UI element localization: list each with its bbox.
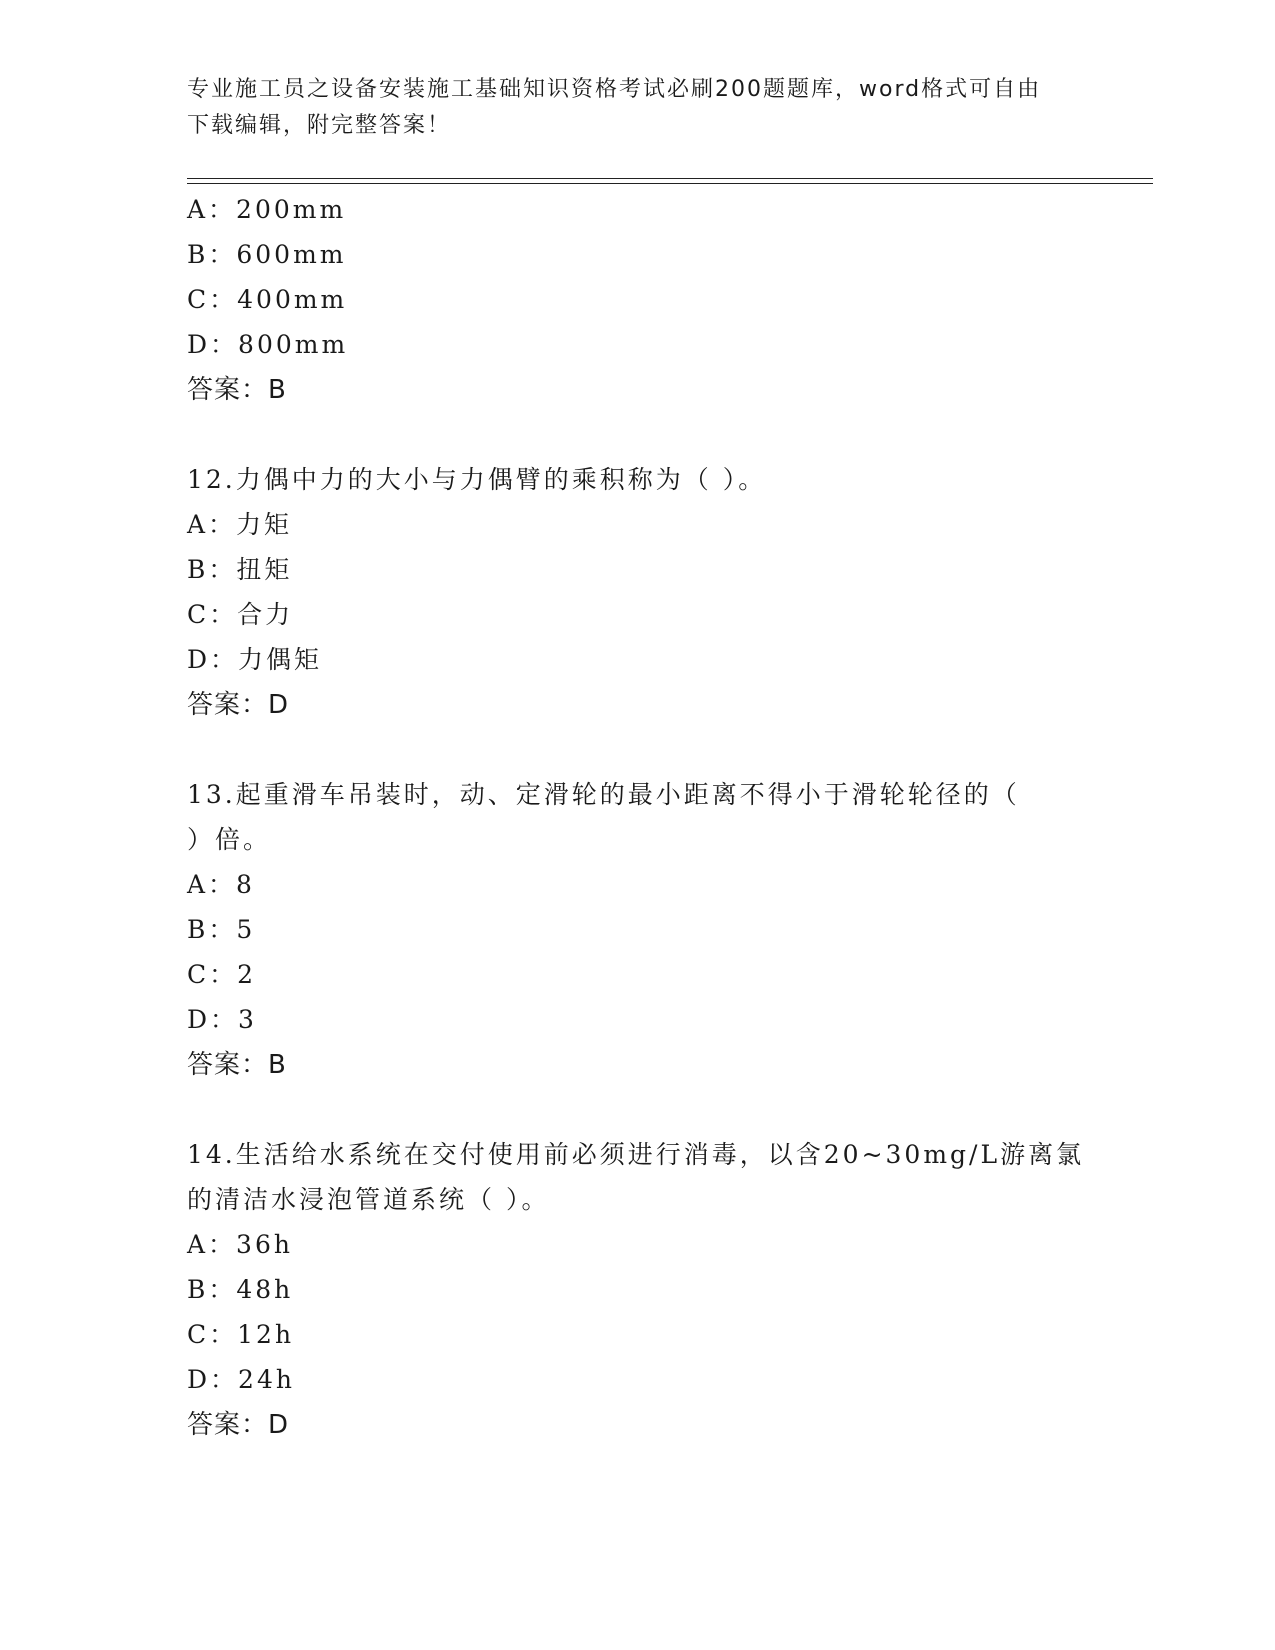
q14-question-line-2: 的清洁水浸泡管道系统（ ）。 — [187, 1185, 550, 1214]
q11-option-b: B：600mm — [187, 240, 347, 269]
q14-question-line-1: 14.生活给水系统在交付使用前必须进行消毒，以含20~30mg/L游离氯 — [187, 1140, 1085, 1169]
q13-option-c: C：2 — [187, 960, 257, 989]
q13-question-line-1: 13.起重滑车吊装时，动、定滑轮的最小距离不得小于滑轮轮径的（ — [187, 780, 1020, 809]
q14-answer: 答案：D — [187, 1410, 290, 1440]
q12-answer: 答案：D — [187, 690, 290, 720]
q13-question-line-2: ）倍。 — [187, 825, 272, 854]
q13-option-b: B：5 — [187, 915, 256, 944]
q13-option-d: D：3 — [187, 1005, 257, 1034]
header-divider-top — [187, 178, 1153, 179]
q14-option-b: B：48h — [187, 1275, 294, 1304]
q11-option-d: D：800mm — [187, 330, 349, 359]
q13-option-a: A：8 — [187, 870, 255, 899]
q12-option-a: A：力矩 — [187, 510, 293, 539]
q12-option-c: C：合力 — [187, 600, 294, 629]
header-line-2: 下载编辑，附完整答案！ — [187, 113, 452, 138]
q11-option-a: A：200mm — [187, 195, 347, 224]
q14-option-d: D：24h — [187, 1365, 295, 1394]
q11-answer: 答案：B — [187, 375, 287, 405]
header-line-1: 专业施工员之设备安装施工基础知识资格考试必刷200题题库，word格式可自由 — [187, 77, 1042, 102]
document-header — [187, 72, 1067, 144]
q13-answer: 答案：B — [187, 1050, 287, 1080]
header-divider-bottom — [187, 183, 1153, 184]
q12-question: 12.力偶中力的大小与力偶臂的乘积称为（ ）。 — [187, 465, 767, 494]
q12-option-b: B：扭矩 — [187, 555, 293, 584]
q12-option-d: D：力偶矩 — [187, 645, 323, 674]
q14-option-c: C：12h — [187, 1320, 295, 1349]
q14-option-a: A：36h — [187, 1230, 293, 1259]
q11-option-c: C：400mm — [187, 285, 348, 314]
